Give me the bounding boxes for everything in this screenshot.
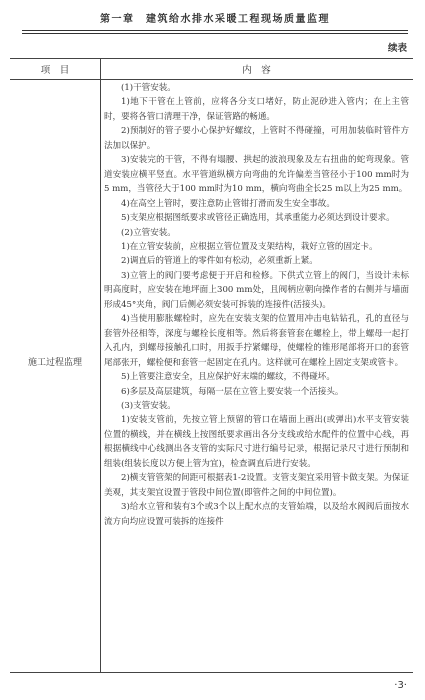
running-header <box>22 6 408 36</box>
content-paragraph: 2)横支管管架的间距可根据表1-2设置。支管支架宜采用管卡做支架。为保证美观，其支架宜设置于管段中间位置(即管件之间的中间位置)。 <box>104 473 409 498</box>
content-paragraph: 1)地下干管在上管前，应将各分支口堵好，防止泥砂进入管内；在上主管时，要将各管口清理干净，保证管路的畅通。 <box>104 97 409 122</box>
chapter-title: 第一章 建筑给水排水采暖工程现场质量监理 <box>100 14 330 25</box>
content-paragraph: 3)给水立管和装有3个或3个以上配水点的支管始端，以及给水阀阀后面按水流方向均应设置可装拆的连接件 <box>104 502 409 527</box>
header-rule-thick <box>22 30 408 31</box>
content-paragraph: 1)在立管安装前，应根据立管位置及支架结构，栽好立管的固定卡。 <box>121 241 378 252</box>
continued-label: 续表 <box>387 43 407 54</box>
content-paragraph: 4)在高空上管时，要注意防止管钳打滑而发生安全事故。 <box>121 198 335 209</box>
content-paragraph: 3)安装完的干管，不得有塌腰、拱起的波浪现象及左右扭曲的蛇弯现象。管道安装应横平竖直。水平管道纵横方向弯曲的允许偏差当管径小于100 mm时为5 mm，当管径大于100 mm时为10 mm，横向弯曲全长25 m以上为25 mm。 <box>104 155 409 195</box>
content-paragraph: (1)干管安装。 <box>121 83 176 93</box>
page-number: ·3· <box>394 680 407 691</box>
content-paragraph: 2)调直后的管道上的零件如有松动，必须重新上紧。 <box>121 256 318 267</box>
content-paragraph: 3)立管上的阀门要考虑便于开启和检修。下供式立管上的阀门，当设计未标明高度时，应安装在地坪面上300 mm处，且阀柄应朝向操作者的右侧并与墙面形成45°夹角，阀门后侧必须安装可拆装的连接件(活接头)。 <box>104 270 409 310</box>
content-cell <box>104 81 409 529</box>
header-rule-thin <box>22 33 408 34</box>
column-header-content: 内 容 <box>242 65 271 76</box>
content-paragraph: (3)支管安装。 <box>121 400 176 411</box>
content-paragraph: 4)当使用膨胀螺栓时，应先在安装支架的位置用冲击电钻钻孔，孔的直径与套管外径相等，深度与螺栓长度相等。然后将套管套在螺栓上，带上螺母一起打入孔内，到螺母接触孔口时，用扳手拧紧螺母，使螺栓的锥形尾部将开口的套管尾部张开，螺栓便和套管一起固定在孔内。这样就可在螺栓上固定支架或管卡。 <box>104 314 409 368</box>
column-divider <box>100 59 101 672</box>
item-label-cell: 施工过程监理 <box>27 358 82 368</box>
column-header-item: 项 目 <box>40 65 70 76</box>
content-table <box>10 58 413 673</box>
content-paragraph: 1)安装支管前，先按立管上预留的管口在墙面上画出(或弹出)水平支管安装位置的横线，并在横线上按图纸要求画出各分支线或给水配件的位置中心线，再根据横线中心线测出各支管的实际尺寸进行编号记录，根据记录尺寸进行预制和组装(组装长度以方便上管为宜)，检查调直后进行安装。 <box>104 415 409 469</box>
content-paragraph: 5)上管要注意安全，且应保护好末端的螺纹，不得碰坏。 <box>121 372 335 383</box>
content-paragraph: (2)立管安装。 <box>121 227 176 238</box>
content-paragraph: 6)多层及高层建筑，每隔一层在立管上要安装一个活接头。 <box>121 386 344 397</box>
table-header-row <box>10 59 413 80</box>
content-paragraph: 2)预制好的管子要小心保护好螺纹，上管时不得碰撞，可用加装临时管件方法加以保护。 <box>104 126 409 151</box>
content-paragraph: 5)支架应根据图纸要求或管径正确选用，其承重能力必须达到设计要求。 <box>121 213 395 224</box>
